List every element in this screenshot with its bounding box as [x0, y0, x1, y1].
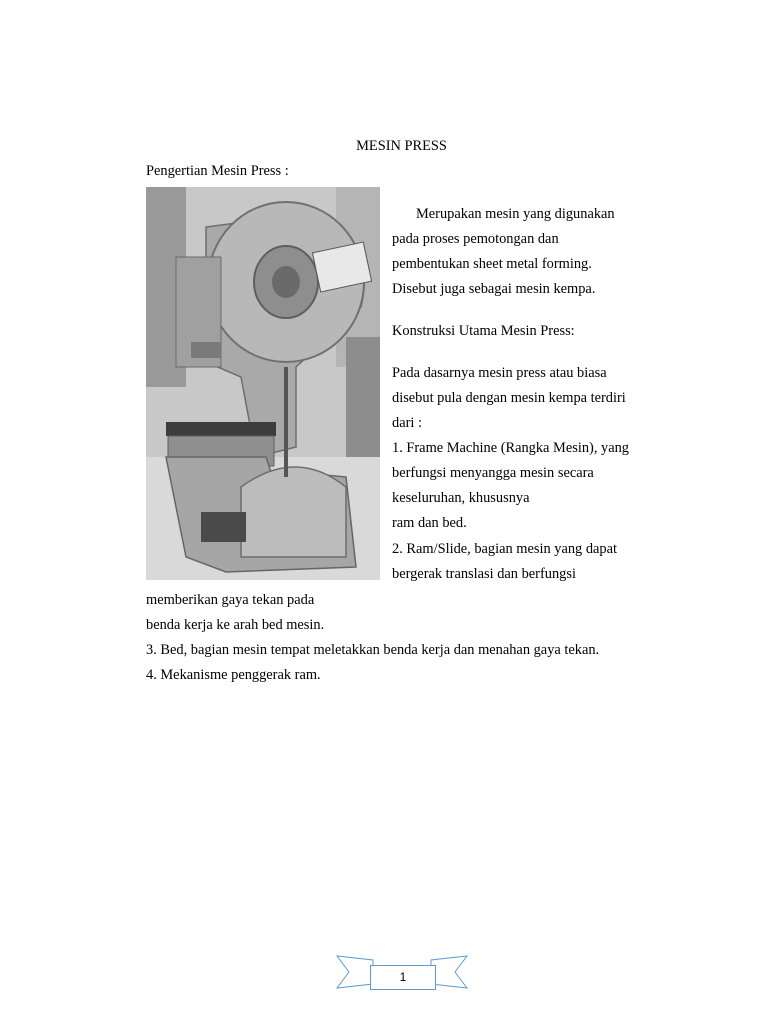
- paragraph-line: ram dan bed.: [392, 515, 467, 531]
- document-title: MESIN PRESS: [356, 138, 447, 154]
- paragraph-line: pembentukan sheet metal forming.: [392, 256, 592, 272]
- paragraph-line: Merupakan mesin yang digunakan: [416, 206, 615, 222]
- paragraph-line: benda kerja ke arah bed mesin.: [146, 617, 325, 633]
- list-item: 3. Bed, bagian mesin tempat meletakkan benda kerja dan menahan gaya tekan.: [146, 642, 600, 658]
- list-item: 1. Frame Machine (Rangka Mesin), yang: [392, 440, 629, 456]
- paragraph-line: pada proses pemotongan dan: [392, 231, 559, 247]
- section-heading: Pengertian Mesin Press :: [146, 163, 289, 179]
- subheading: Konstruksi Utama Mesin Press:: [392, 323, 575, 339]
- paragraph-line: Disebut juga sebagai mesin kempa.: [392, 281, 596, 297]
- paragraph-line: memberikan gaya tekan pada: [146, 592, 315, 608]
- paragraph-line: Pada dasarnya mesin press atau biasa: [392, 365, 607, 381]
- paragraph-line: disebut pula dengan mesin kempa terdiri: [392, 390, 626, 406]
- page-number: 1: [370, 965, 436, 990]
- paragraph-line: keseluruhan, khususnya: [392, 490, 530, 506]
- paragraph-line: berfungsi menyangga mesin secara: [392, 465, 594, 481]
- list-item: 2. Ram/Slide, bagian mesin yang dapat: [392, 541, 618, 557]
- list-item: 4. Mekanisme penggerak ram.: [146, 667, 321, 683]
- paragraph-line: bergerak translasi dan berfungsi: [392, 566, 576, 582]
- paragraph-line: dari :: [392, 415, 422, 431]
- press-machine-photo: [146, 187, 380, 580]
